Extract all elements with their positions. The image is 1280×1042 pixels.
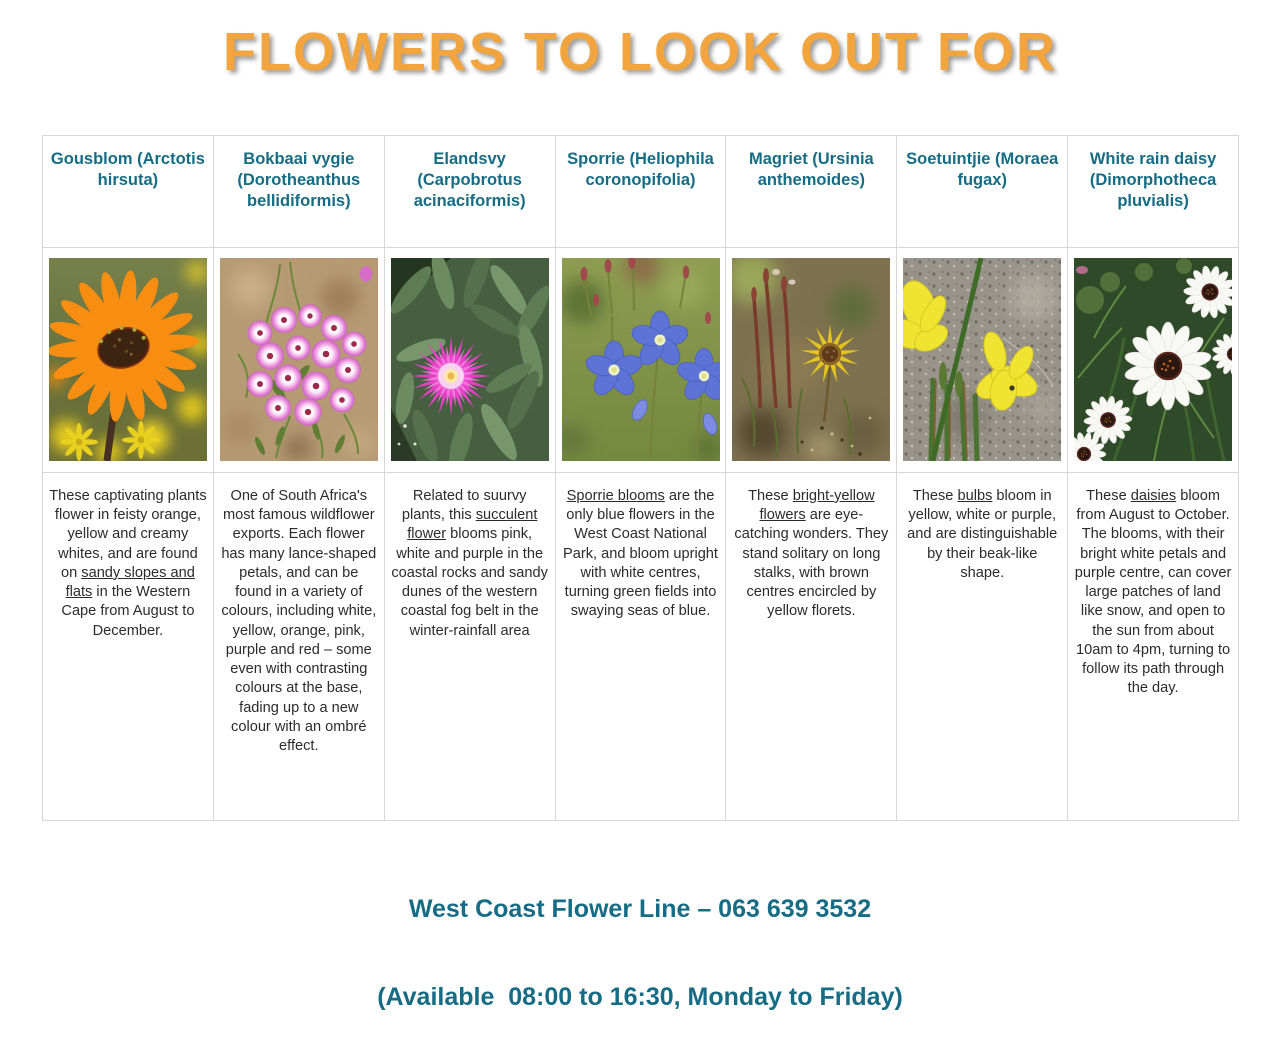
flower-description: Sporrie blooms are the only blue flowers in the West Coast National Park, and bloom upright with white centres, turning green fields into swaying seas of blue. <box>563 487 718 620</box>
blue-sporrie-flowers-photo <box>562 258 720 461</box>
flower-column-gousblom <box>43 136 214 820</box>
flower-description: One of South Africa's most famous wildflower exports. Each flower has many lance-shaped petals, and can be found in a variety of colours, including white, yellow, orange, pink, purple and red – some even with contrasting colours at the base, fading up to a new colour with an ombré effect. <box>221 487 377 755</box>
flower-description: These bulbs bloom in yellow, white or purple, and are distinguishable by their beak-like shape. <box>907 487 1058 581</box>
photo-cell <box>897 248 1067 473</box>
photo-cell <box>43 248 213 473</box>
flower-description: These daisies bloom from August to October. The blooms, with their bright white petals and purple centre, can cover large patches of land like snow, and open to the sun from about 10am to 4pm, turning to follow its path through the day. <box>1074 487 1232 697</box>
flower-description: These captivating plants flower in feisty orange, yellow and creamy whites, and are found on sandy slopes and flats in the Western Cape from August to December. <box>49 487 207 639</box>
flower-column-elandsvy <box>385 136 556 820</box>
flower-name: Magriet (Ursinia anthemoides) <box>726 136 896 248</box>
yellow-moraea-on-rock-photo <box>903 258 1061 461</box>
flower-name: White rain daisy (Dimorphotheca pluvialis) <box>1068 136 1238 248</box>
flower-description: Related to suurvy plants, this succulent flower blooms pink, white and purple in the coastal rocks and sandy dunes of the western coastal fog belt in the winter-rainfall area <box>391 487 548 639</box>
flower-name: Bokbaai vygie (Dorotheanthus bellidiformis) <box>214 136 384 248</box>
flower-column-magriet <box>726 136 897 820</box>
flower-line-phone: West Coast Flower Line – 063 639 3532 <box>408 894 872 923</box>
flower-name: Elandsvy (Carpobrotus acinaciformis) <box>385 136 555 248</box>
flower-table <box>42 135 1239 821</box>
flower-column-sporrie <box>556 136 727 820</box>
white-rain-daisies-photo <box>1074 258 1232 461</box>
photo-cell <box>556 248 726 473</box>
flower-line-hours: (Available 08:00 to 16:30, Monday to Friday) <box>377 983 903 1012</box>
photo-cell <box>1068 248 1238 473</box>
photo-cell <box>385 248 555 473</box>
flower-description: These bright-yellow flowers are eye-catching wonders. They stand solitary on long stalks, with brown centres encircled by yellow florets. <box>734 487 889 620</box>
flower-name: Sporrie (Heliophila coronopifolia) <box>556 136 726 248</box>
photo-cell <box>726 248 896 473</box>
flower-column-soetuintjie <box>897 136 1068 820</box>
flower-name: Soetuintjie (Moraea fugax) <box>897 136 1067 248</box>
flower-column-bokbaai-vygie <box>214 136 385 820</box>
page-title: FLOWERS TO LOOK OUT FOR <box>223 22 1057 82</box>
flower-column-white-rain-daisy <box>1068 136 1238 820</box>
pink-vygie-cluster-photo <box>220 258 378 461</box>
contact-footer <box>0 836 1280 1042</box>
orange-gousblom-daisy-photo <box>49 258 207 461</box>
photo-cell <box>214 248 384 473</box>
yellow-magriet-daisy-photo <box>732 258 890 461</box>
magenta-succulent-flower-photo <box>391 258 549 461</box>
flower-name: Gousblom (Arctotis hirsuta) <box>43 136 213 248</box>
